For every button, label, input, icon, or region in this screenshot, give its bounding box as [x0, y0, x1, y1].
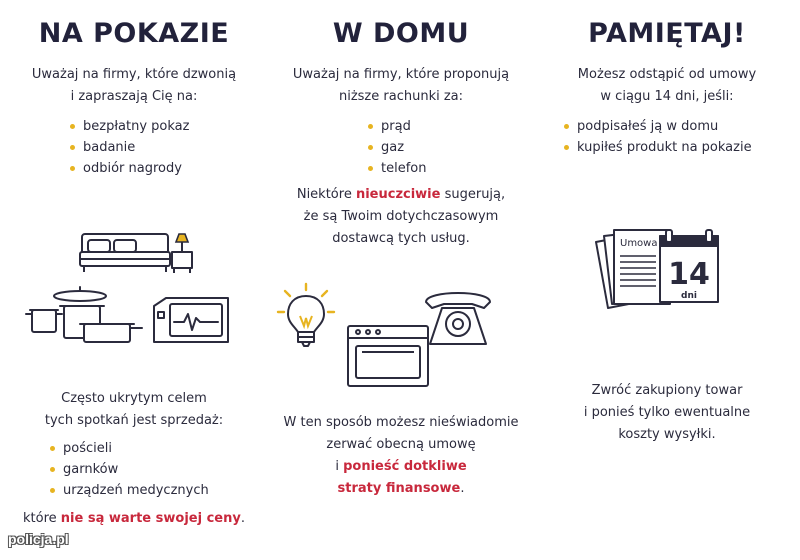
closing-text: które nie są warte swojej ceny. [23, 511, 245, 526]
utilities-list [368, 116, 426, 179]
heading-na-pokazie: NA POKAZIE [38, 18, 230, 49]
pots-medical-device-icon [20, 286, 240, 348]
heading-pamietaj: PAMIĘTAJ! [588, 18, 746, 49]
heading-w-domu: W DOMU [332, 18, 470, 49]
list-item: podpisałeś ją w domu [564, 116, 752, 137]
intro-text: Uważaj na firmy, które proponują niższe rachunki za: [292, 67, 510, 104]
intro-text: Możesz odstąpić od umowy w ciągu 14 dni, jeśli: [577, 67, 757, 104]
bed-lamp-icon [78, 228, 198, 276]
purpose-text: Często ukrytym celem tych spotkań jest sprzedaż: [44, 391, 224, 428]
calendar-unit: dni [681, 291, 697, 301]
calendar-number: 14 [668, 257, 710, 292]
list-item: garnków [50, 459, 209, 480]
contract-label: Umowa [620, 238, 658, 249]
watermark-logo: policja.pl [8, 531, 69, 547]
list-item: kupiłeś produkt na pokazie [564, 137, 752, 158]
event-types-list [70, 116, 189, 179]
list-item: badanie [70, 137, 189, 158]
emphasis-text: straty finansowe [337, 481, 461, 496]
list-item: urządzeń medycznych [50, 480, 209, 501]
column-w-domu [268, 0, 534, 560]
list-item: pościeli [50, 438, 209, 459]
contract-calendar-icon [594, 222, 734, 318]
sale-items-list [50, 438, 209, 501]
list-item: prąd [368, 116, 426, 137]
column-na-pokazie [0, 0, 268, 560]
emphasis-text: nieuczciwie [355, 187, 441, 202]
column-pamietaj [534, 0, 800, 560]
bulb-oven-phone-icon [276, 282, 526, 392]
list-item: bezpłatny pokaz [70, 116, 189, 137]
emphasis-text: ponieść dotkliwe [343, 459, 467, 474]
list-item: gaz [368, 137, 426, 158]
conditions-list [564, 116, 752, 158]
warning-text: Niektóre nieuczciwie sugerują, że są Twoim dotychczasowym dostawcą tych usług. [296, 187, 506, 246]
closing-text: Zwróć zakupiony towar i ponieś tylko ewentualne koszty wysyłki. [583, 383, 751, 442]
list-item: odbiór nagrody [70, 158, 189, 179]
list-item: telefon [368, 158, 426, 179]
intro-text: Uważaj na firmy, które dzwonią i zapraszają Cię na: [31, 67, 237, 104]
consequence-text: W ten sposób możesz nieświadomie zerwać obecną umowę i ponieść dotkliwe straty finansowe. [283, 415, 519, 496]
emphasis-text: nie są warte swojej ceny [60, 511, 241, 526]
